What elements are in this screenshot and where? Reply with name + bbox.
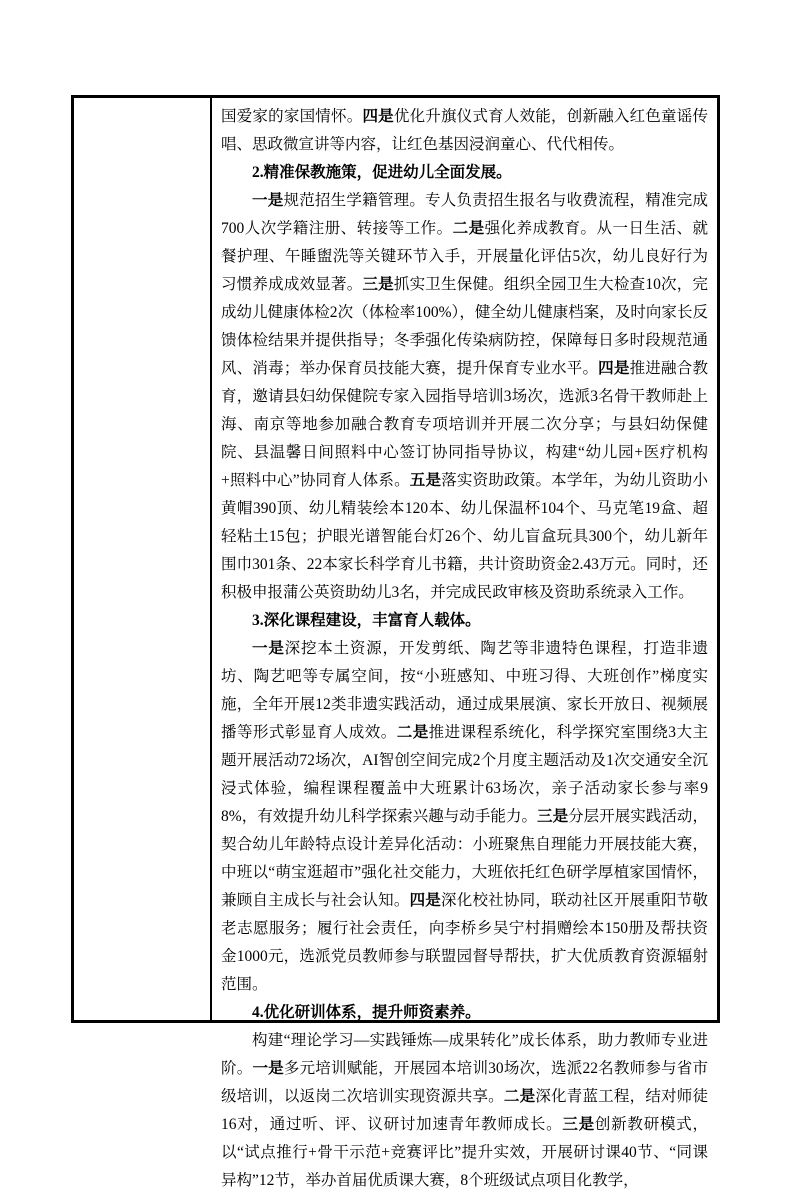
emphasis-text: 一是 [252,192,284,209]
body-text: 构建“理论学习—实践锤炼—成果转化”成长体系，助力教师专业进阶。 [221,1032,708,1077]
emphasis-text: 三是 [562,1116,595,1133]
emphasis-text: 三是 [362,276,394,293]
body-text: 优化升旗仪式育人效能，创新融入红色童谣传唱、思政微宣讲等内容，让红色基因浸润童心、代代相传。 [221,108,708,153]
body-text: 深化校社协同，联动社区开展重阳节敬老志愿服务；履行社会责任，向李桥乡吴宁村捐赠绘本150册及帮扶资金1000元，选派党员教师参与联盟园督导帮扶，扩大优质教育资源辐射范围。 [221,892,708,993]
table-content-cell [212,98,717,1189]
body-text: 创新教研模式，以“试点推行+骨干示范+竞赛评比”提升实效，开展研讨课40节、“同课异构”12节，举办首届优质课大赛，8个班级试点项目化教学， [221,1116,708,1189]
table-label-cell-empty [74,98,212,1020]
body-text: 推进融合教育，邀请县妇幼保健院专家入园指导培训3场次，选派3名骨干教师赴上海、南京等地参加融合教育专项培训并开展二次分享；与县妇幼保健院、县温馨日间照料中心签订协同指导协议，构建“幼儿园+医疗机构+照料中心”协同育人体系。 [221,360,708,489]
emphasis-text: 五是 [409,472,442,489]
report-paragraph [221,1027,708,1195]
emphasis-text: 四是 [409,892,442,909]
emphasis-text: 二是 [452,220,485,237]
report-paragraph [221,635,708,999]
emphasis-text: 四是 [598,360,630,377]
emphasis-text: 2.精准保教施策，促进幼儿全面发展。 [252,164,512,181]
emphasis-text: 一是 [252,1060,284,1077]
emphasis-text: 二是 [396,724,429,741]
body-text: 多元培训赋能，开展园本培训30场次，选派22名教师参与省市级培训，以返岗二次培训实现资源共享。 [221,1060,708,1105]
body-text: 深挖本土资源，开发剪纸、陶艺等非遗特色课程，打造非遗坊、陶艺吧等专属空间，按“小班感知、中班习得、大班创作”梯度实施，全年开展12类非遗实践活动，通过成果展演、家长开放日、视频展播等形式彰显育人成效。 [221,640,708,741]
section-heading [221,159,708,187]
section-heading [221,999,708,1027]
emphasis-text: 3.深化课程建设，丰富育人载体。 [252,612,481,629]
body-text: 深化青蓝工程，结对师徒16对，通过听、评、议研讨加速青年教师成长。 [221,1088,708,1133]
report-paragraph [221,187,708,607]
body-text: 国爱家的家国情怀。 [221,108,363,125]
body-text: 推进课程系统化，科学探究室围绕3大主题开展活动72场次，AI智创空间完成2个月度主题活动及1次交通安全沉浸式体验，编程课程覆盖中大班累计63场次，亲子活动家长参与率98%，有效提升幼儿科学探索兴趣与动手能力。 [221,724,708,825]
emphasis-text: 三是 [537,808,569,825]
emphasis-text: 四是 [362,108,394,125]
report-table [71,95,720,1189]
body-text: 强化养成教育。从一日生活、就餐护理、午睡盥洗等关键环节入手，开展量化评估5次，幼儿良好行为习惯养成成效显著。 [221,220,708,293]
body-text: 落实资助政策。本学年，为幼儿资助小黄帽390顶、幼儿精装绘本120本、幼儿保温杯104个、马克笔19盒、超轻粘土15包；护眼光谱智能台灯26个、幼儿盲盒玩具300个，幼儿新年围巾301条、22本家长科学育儿书籍，共计资助资金2.43万元。同时，还积极申报蒲公英资助幼儿3名，并完成民政审核及资助系统录入工作。 [221,472,708,601]
emphasis-text: 二是 [503,1088,536,1105]
report-paragraph [221,103,708,159]
body-text: 分层开展实践活动，契合幼儿年龄特点设计差异化活动：小班聚焦自理能力开展技能大赛，中班以“萌宝逛超市”强化社交能力，大班依托红色研学厚植家国情怀，兼顾自主成长与社会认知。 [221,808,708,909]
emphasis-text: 一是 [252,640,285,657]
section-heading [221,607,708,635]
body-text: 抓实卫生保健。组织全园卫生大检查10次，完成幼儿健康体检2次（体检率100%），健全幼儿健康档案，及时向家长反馈体检结果并提供指导；冬季强化传染病防控，保障每日多时段规范通风、消毒；举办保育员技能大赛，提升保育专业水平。 [221,276,708,377]
body-text: 规范招生学籍管理。专人负责招生报名与收费流程，精准完成700人次学籍注册、转接等工作。 [221,192,708,237]
emphasis-text: 4.优化研训体系，提升师资素养。 [252,1004,481,1021]
